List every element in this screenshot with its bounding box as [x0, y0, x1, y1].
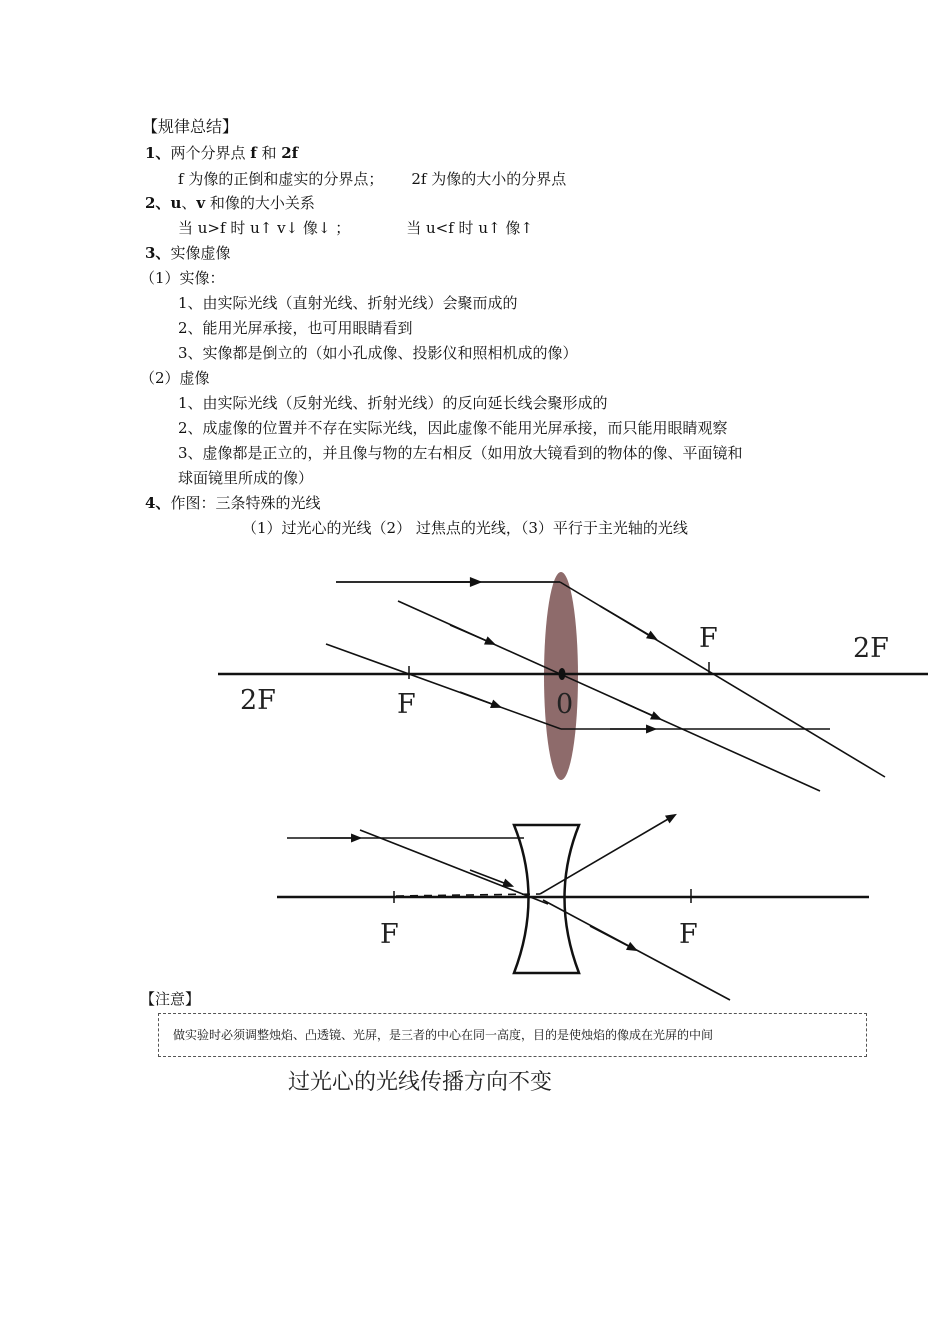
diverged-ray	[540, 815, 675, 894]
section-2-title-rest: 和像的大小关系	[205, 194, 315, 212]
convex-lens-diagram	[0, 555, 950, 795]
virtual-item-2: 2、成虚像的位置并不存在实际光线，因此虚像不能用光屏承接，而只能用眼睛观察	[178, 419, 728, 437]
section-2-title-v: v	[196, 194, 206, 212]
section-1-number: 1、	[145, 144, 171, 162]
section-2-title	[145, 193, 315, 213]
boundary-2f-text: 2f 为像的大小的分界点	[411, 170, 567, 188]
section-1-line-1	[178, 169, 566, 189]
special-rays-list: （1）过光心的光线（2） 过焦点的光线，（3）平行于主光轴的光线	[242, 519, 688, 537]
label-f-right: F	[699, 623, 718, 654]
section-4-number: 4、	[145, 494, 171, 512]
section-2-title-sep: 、	[181, 194, 197, 212]
real-item-1: 1、由实际光线（直射光线、折射光线）会聚而成的	[178, 294, 518, 312]
u-less-f-text: 当 u<f 时 u↑ 像↑	[406, 219, 533, 237]
section-1-title	[145, 143, 298, 163]
section-3-title	[145, 243, 230, 263]
label-f-left-2: F	[380, 919, 399, 950]
boundary-f-text: f 为像的正倒和虚实的分界点；	[178, 170, 384, 188]
section-2-number: 2、	[145, 194, 171, 212]
section-1-title-and: 和	[256, 144, 282, 162]
virtual-item-3: 3、虚像都是正立的，并且像与物的左右相反（如用放大镜看到的物体的像、平面镜和	[178, 444, 743, 462]
summary-heading: 【规律总结】	[142, 117, 239, 136]
label-2f-right: 2F	[853, 633, 889, 664]
virtual-item-4: 球面镜里所成的像）	[178, 469, 314, 487]
real-item-2: 2、能用光屏承接，也可用眼睛看到	[178, 319, 413, 337]
section-2-line-1	[178, 218, 533, 238]
note-text: 做实验时必须调整烛焰、凸透镜、光屏，是三者的中心在同一高度，目的是使烛焰的像成在光屏的中间	[173, 1028, 714, 1042]
u-greater-f-text: 当 u>f 时 u↑ v↓ 像↓ ；	[178, 219, 351, 237]
section-2-title-u: u	[170, 194, 182, 212]
label-2f-left: 2F	[240, 685, 276, 716]
section-1-title-a: 两个分界点	[170, 144, 251, 162]
section-1-title-2f: 2f	[281, 144, 299, 162]
label-f-right-2: F	[679, 919, 698, 950]
focus-ray-2-arrow	[470, 870, 512, 886]
section-3-title-text: 实像虚像	[170, 244, 231, 262]
label-f-left: F	[397, 689, 416, 720]
parallel-ray-refracted-arrow	[600, 606, 656, 639]
center-ray-arrow-2	[620, 701, 660, 719]
concave-lens-diagram	[0, 800, 950, 1020]
focus-ray-incident	[326, 644, 561, 729]
center-ray-2-arrow	[590, 926, 636, 950]
caption-text: 过光心的光线传播方向不变	[288, 1070, 553, 1095]
section-3-number: 3、	[145, 244, 171, 262]
real-image-heading: （1）实像：	[140, 269, 225, 287]
virtual-item-1: 1、由实际光线（反射光线、折射光线）的反向延长线会聚形成的	[178, 394, 608, 412]
virtual-extension-dashed	[396, 894, 540, 896]
focus-ray-arrow	[460, 692, 500, 707]
note-box	[158, 1013, 867, 1057]
section-1-title-f: f	[250, 144, 257, 162]
section-4-title-text: 作图：三条特殊的光线	[170, 494, 321, 512]
virtual-image-heading: （2）虚像	[140, 369, 210, 387]
real-item-3: 3、实像都是倒立的（如小孔成像、投影仪和照相机成的像）	[178, 344, 578, 362]
note-heading: 【注意】	[140, 990, 201, 1008]
label-optical-center: 0	[556, 689, 574, 720]
section-4-title	[145, 493, 320, 513]
concave-lens	[514, 825, 579, 973]
center-ray-arrow-1	[450, 625, 494, 644]
